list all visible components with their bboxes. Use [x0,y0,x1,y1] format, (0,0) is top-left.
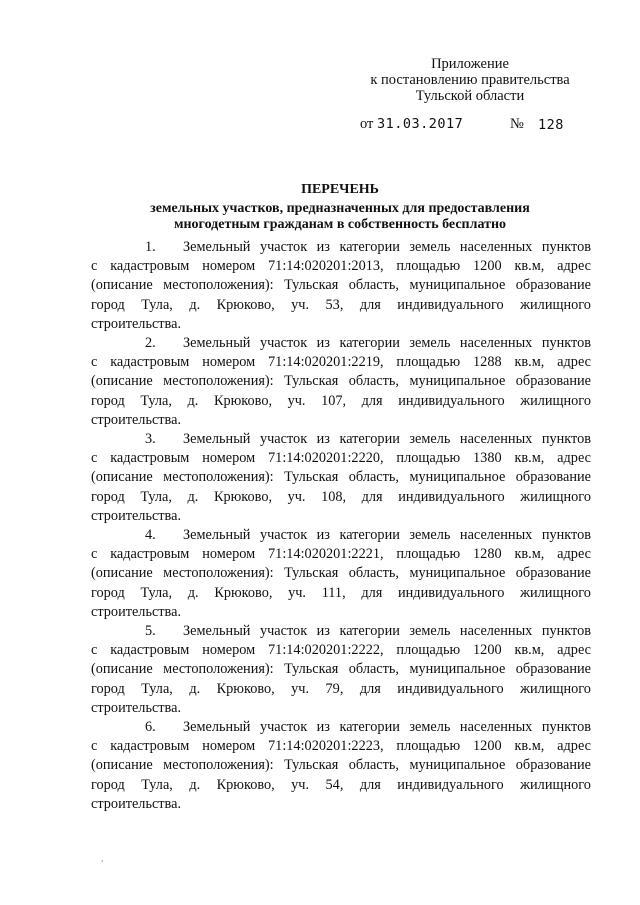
word: кв.м, [514,450,545,467]
word: уч. [287,392,306,409]
title-line-2: земельных участков, предназначенных для предоставления [150,201,530,216]
word: номером [202,738,256,755]
word: земель [409,335,451,352]
word: 71:14:020201:2223, [268,738,384,755]
word: для [359,680,381,697]
item-closing-text: строительства. [91,795,182,812]
word: Тула, [141,296,173,313]
word: кадастровым [110,258,190,275]
word: из [316,623,330,640]
word: номером [202,546,256,563]
word: город [91,776,125,793]
item-number: 2. [145,335,156,352]
word: для [361,584,383,601]
word: Земельный [183,431,251,448]
word: область, [348,757,399,774]
word: населенных [459,239,533,255]
word: Тульская [284,373,339,390]
word: категории [339,719,400,736]
text-line [91,641,591,660]
word: 107, [321,392,347,409]
word: Крюково, [216,296,275,313]
word: пунктов [541,623,591,640]
text-line [91,353,591,372]
text-line [91,449,591,468]
word: Земельный [183,623,251,640]
text-line [91,430,591,449]
word: Тульская [284,565,339,582]
word: 1200 [473,642,502,659]
word: город [91,680,125,697]
word: кв.м, [514,642,545,659]
word: город [91,296,125,313]
word: Тульская [284,277,339,294]
word: населенных [459,719,533,736]
word: Земельный [183,239,251,255]
word: для [359,296,381,313]
text-line [91,372,591,391]
word: 71:14:020201:2219, [268,354,384,371]
text-line [91,526,591,545]
word: пунктов [541,239,591,255]
word: категории [339,527,400,544]
word: земель [409,719,451,736]
word: образование [515,469,591,486]
word: д. [189,680,201,697]
title-line-3: многодетным гражданам в собственность бесплатно [173,217,507,232]
list-item [91,622,591,718]
word: кадастровым [110,354,190,371]
appendix-line-3: Тульской области [415,88,525,104]
word: образование [515,565,591,582]
word: участок [259,719,308,736]
word: Тула, [140,584,173,601]
word: Тульская [284,757,339,774]
scan-mark: , [101,853,104,864]
item-closing-text: строительства. [91,315,182,332]
item-lead-text [183,238,591,257]
word: площадью [396,546,461,563]
word: кадастровым [110,642,190,659]
word: адрес [557,546,591,563]
word: муниципальное [409,277,506,294]
word: местоположения): [163,661,274,678]
word: 79, [325,680,344,697]
text-line [91,756,591,775]
word: населенных [459,527,533,544]
word: индивидуального [397,680,504,697]
word: местоположения): [163,757,274,774]
word: площадью [396,354,461,371]
word: с [91,258,98,275]
text-line [91,584,591,603]
word: местоположения): [163,373,274,390]
word: уч. [291,296,310,313]
word: муниципальное [409,469,506,486]
word: из [316,719,330,736]
word: 71:14:020201:2221, [268,546,384,563]
word: участок [259,239,308,255]
word: уч. [287,488,306,505]
word: уч. [291,776,310,793]
word: для [361,488,383,505]
word: Тульская [284,469,339,486]
word: город [91,392,125,409]
list-item [91,334,591,430]
text-line [91,622,591,641]
word: Тула, [141,776,173,793]
word: кадастровым [110,546,190,563]
word: уч. [291,680,310,697]
word: Тула, [140,392,172,409]
word: Тульская [284,661,339,678]
word: кв.м, [514,354,545,371]
word: номером [202,450,256,467]
word: жилищного [520,584,591,601]
word: категории [339,239,400,255]
word: муниципальное [409,757,506,774]
text-line [91,488,591,507]
item-closing-text: строительства. [91,699,182,716]
number-sign: № [510,116,524,132]
word: из [316,431,330,448]
word: участок [259,623,308,640]
text-line [91,296,591,315]
word: пунктов [541,431,591,448]
word: Крюково, [213,392,273,409]
word: муниципальное [409,661,506,678]
word: пунктов [541,719,591,736]
text-line [91,507,591,526]
word: уч. [288,584,307,601]
word: (описание [91,757,153,774]
text-line [91,660,591,679]
word: образование [515,757,591,774]
word: д. [187,392,199,409]
word: жилищного [520,392,591,409]
text-line [91,468,591,487]
item-number: 5. [145,623,156,640]
word: 111, [321,584,346,601]
word: индивидуального [397,776,504,793]
document-title [100,182,580,233]
list-item [91,718,591,814]
word: образование [515,661,591,678]
text-line [91,545,591,564]
word: муниципальное [409,565,506,582]
word: местоположения): [163,469,274,486]
word: город [91,584,125,601]
word: Земельный [183,527,251,544]
word: д. [187,488,199,505]
word: номером [202,642,256,659]
word: площадью [396,450,461,467]
word: кв.м, [514,738,545,755]
word: жилищного [520,296,591,313]
word: из [316,527,330,544]
word: индивидуального [398,392,505,409]
text-line [91,257,591,276]
word: кадастровым [110,738,190,755]
word: категории [339,431,400,448]
word: 1280 [473,546,502,563]
word: с [91,738,98,755]
resolution-date: 31.03.2017 [377,116,464,132]
word: жилищного [520,488,591,505]
word: индивидуального [398,488,505,505]
appendix-block [355,56,585,104]
word: из [316,335,330,352]
text-line [91,238,591,257]
date-prefix: от [360,116,374,132]
word: 71:14:020201:2220, [268,450,384,467]
resolution-number: 128 [538,117,564,133]
word: номером [202,258,256,275]
word: 1288 [473,354,502,371]
word: Тула, [140,488,172,505]
word: с [91,354,98,371]
word: земель [409,431,451,448]
word: населенных [459,335,533,352]
word: Крюково, [216,776,275,793]
word: пунктов [541,527,591,544]
text-line [91,315,591,334]
word: д. [187,584,199,601]
word: адрес [557,642,591,659]
word: Тула, [141,680,173,697]
text-line [91,564,591,583]
word: категории [339,335,400,352]
word: кв.м, [514,258,545,275]
word: (описание [91,565,153,582]
word: 71:14:020201:2222, [268,642,384,659]
item-number: 1. [145,239,156,255]
item-closing-text: строительства. [91,507,182,524]
item-lead-text [183,526,591,545]
item-lead-text [183,430,591,449]
word: 71:14:020201:2013, [268,258,384,275]
item-closing-text: строительства. [91,603,182,620]
word: область, [348,565,399,582]
word: адрес [557,738,591,755]
item-closing-text: строительства. [91,411,182,428]
appendix-line-1: Приложение [431,56,509,72]
word: 54, [325,776,344,793]
word: участок [259,335,308,352]
word: адрес [557,354,591,371]
text-line [91,718,591,737]
word: (описание [91,469,153,486]
word: из [316,239,330,255]
word: жилищного [520,680,591,697]
item-number: 3. [145,431,156,448]
word: (описание [91,277,153,294]
item-number: 6. [145,719,156,736]
word: населенных [459,623,533,640]
text-line [91,776,591,795]
list-item [91,526,591,622]
word: индивидуального [397,296,504,313]
word: образование [515,277,591,294]
word: с [91,450,98,467]
text-line [91,795,591,814]
word: образование [515,373,591,390]
word: область, [348,277,399,294]
text-line [91,334,591,353]
item-lead-text [183,718,591,737]
word: с [91,546,98,563]
word: для [361,392,383,409]
word: площадью [396,258,461,275]
word: город [91,488,125,505]
word: земель [409,239,451,255]
word: 108, [321,488,347,505]
word: 53, [325,296,344,313]
text-line [91,603,591,622]
word: для [359,776,381,793]
word: 1380 [473,450,502,467]
word: Крюково, [214,584,273,601]
title-line-1: ПЕРЕЧЕНЬ [301,182,379,197]
word: жилищного [520,776,591,793]
item-lead-text [183,622,591,641]
resolution-dateline [360,116,600,133]
word: область, [348,661,399,678]
word: участок [259,527,308,544]
word: местоположения): [163,565,274,582]
word: земель [409,527,451,544]
word: площадью [396,642,461,659]
word: Крюково, [213,488,273,505]
text-line [91,411,591,430]
word: площадью [396,738,461,755]
word: д. [189,776,201,793]
word: местоположения): [163,277,274,294]
text-line [91,737,591,756]
word: адрес [557,258,591,275]
text-line [91,392,591,411]
word: номером [202,354,256,371]
word: область, [348,373,399,390]
word: пунктов [541,335,591,352]
word: адрес [557,450,591,467]
text-line [91,680,591,699]
word: Крюково, [216,680,275,697]
word: кв.м, [514,546,545,563]
word: д. [189,296,201,313]
word: населенных [459,431,533,448]
word: Земельный [183,335,251,352]
word: муниципальное [409,373,506,390]
word: земель [409,623,451,640]
word: категории [339,623,400,640]
word: Земельный [183,719,251,736]
word: (описание [91,661,153,678]
item-number: 4. [145,527,156,544]
word: (описание [91,373,153,390]
word: область, [348,469,399,486]
appendix-line-2: к постановлению правительства [370,72,570,88]
word: кадастровым [110,450,190,467]
word: с [91,642,98,659]
word: участок [259,431,308,448]
text-line [91,699,591,718]
word: 1200 [473,258,502,275]
list-item [91,430,591,526]
list-item [91,238,591,334]
word: индивидуального [398,584,505,601]
item-lead-text [183,334,591,353]
text-line [91,276,591,295]
land-plot-list [91,238,591,814]
word: 1200 [473,738,502,755]
